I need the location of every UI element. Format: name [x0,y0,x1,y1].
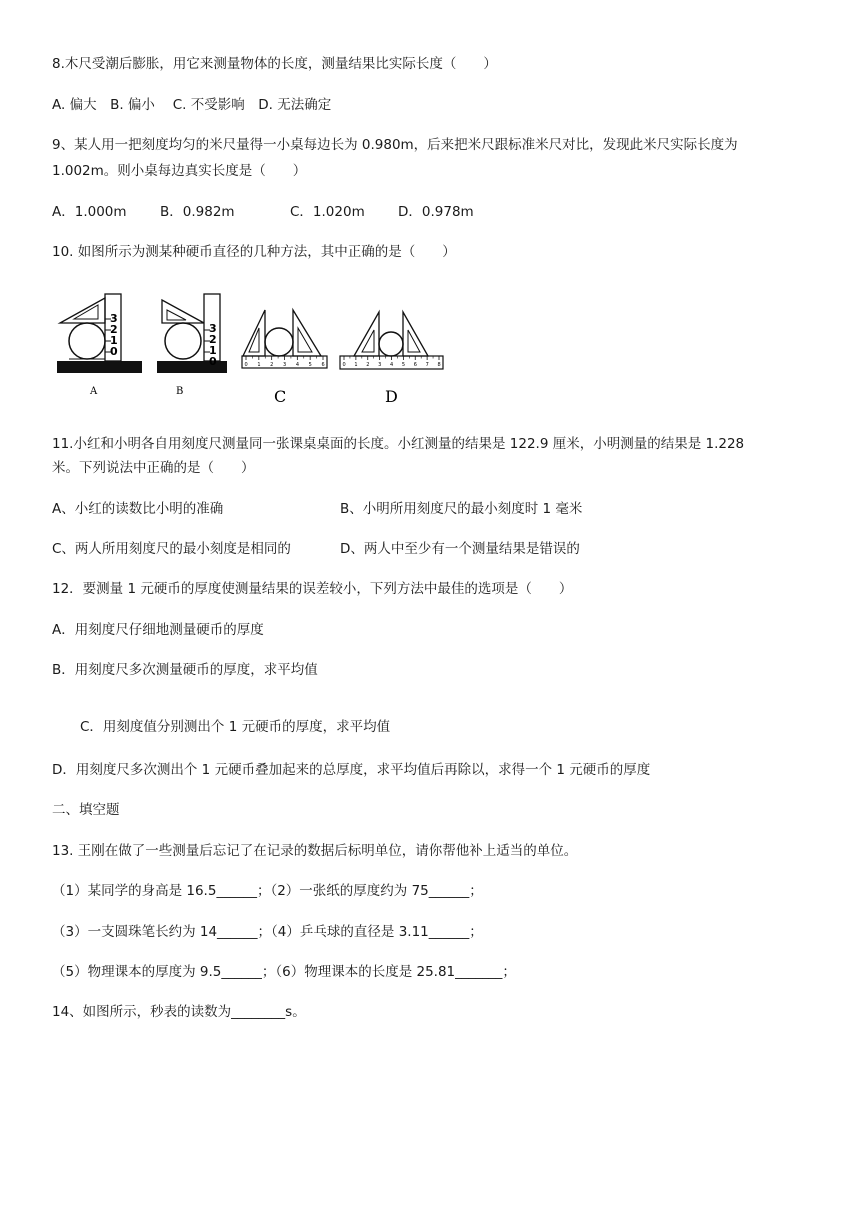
q12-option-a: A．用刻度尺仔细地测量硬币的厚度 [52,622,264,638]
q12-option-d: D．用刻度尺多次测出个 1 元硬币叠加起来的总厚度，求平均值后再除以，求得一个 1 元硬币的厚度 [52,762,651,778]
scale-d-label: 3 [378,362,382,368]
scale-c-label: 3 [283,362,287,368]
q13-row3: （5）物理课本的厚度为 9.5______；（6）物理课本的长度是 25.81_______； [52,964,516,980]
q13-row2: （3）一支圆珠笔长约为 14______；（4）乒乓球的直径是 3.11______； [52,924,483,940]
q12-option-c: C．用刻度值分别测出个 1 元硬币的厚度，求平均值 [80,719,391,735]
section-title-fill-in: 二、填空题 [52,802,120,818]
scale-d-label: 7 [425,362,429,368]
ruler-mark-b-2: 2 [209,333,217,346]
figure-label-d: D [385,387,398,406]
scale-d-label: 6 [413,362,417,368]
q9-option-c: C．1.020m [290,204,365,220]
scale-c-label: 0 [244,362,248,368]
q11-stem-line2: 米。下列说法中正确的是（ ） [52,460,255,476]
ruler-mark-b-1: 1 [209,344,217,357]
scale-d-label: 2 [366,362,370,368]
scale-d-label: 5 [401,362,406,368]
figure-label-b: B [176,386,184,397]
ruler-mark-a-1: 1 [110,334,118,347]
figure-c [242,310,327,406]
q11-option-c: C、两人所用刻度尺的最小刻度是相同的 [52,541,291,557]
ruler-mark-a-0: 0 [110,345,118,358]
scale-d-label: 8 [437,362,441,368]
figure-label-c: C [274,387,287,406]
scale-c-label: 6 [321,362,325,368]
scale-c-label: 4 [295,362,300,368]
q9-stem-line2: 1.002m。则小桌每边真实长度是（ ） [52,163,307,179]
q13-stem: 13. 王刚在做了一些测量后忘记了在记录的数据后标明单位，请你帮他补上适当的单位。 [52,843,578,859]
q11-option-a: A、小红的读数比小明的准确 [52,501,224,517]
q11-option-b: B、小明所用刻度尺的最小刻度时 1 毫米 [340,501,583,517]
scale-d-label: 4 [390,362,394,368]
figure-label-a: A [90,386,98,397]
scale-c-label: 2 [270,362,274,368]
q13-row1: （1）某同学的身高是 16.5______；（2）一张纸的厚度约为 75______； [52,883,483,899]
ruler-mark-b-3: 3 [209,322,217,335]
q9-option-a: A．1.000m [52,204,127,220]
q12-option-b: B．用刻度尺多次测量硬币的厚度，求平均值 [52,662,318,678]
q9-option-b: B．0.982m [160,204,235,220]
ruler-mark-a-2: 2 [110,323,118,336]
ruler-mark-a-3: 3 [110,312,118,325]
figure-a [57,294,142,397]
q9-stem-line1: 9、某人用一把刻度均匀的米尺量得一小桌每边长为 0.980m，后来把米尺跟标准米尺对比，发现此米尺实际长度为 [52,137,738,153]
q11-stem-line1: 11.小红和小明各自用刻度尺测量同一张课桌桌面的长度。小红测量的结果是 122.9 厘米，小明测量的结果是 1.228 [52,436,745,452]
q8-options: A. 偏大 B. 偏小 C. 不受影响 D. 无法确定 [52,97,332,113]
figure-b [157,294,227,397]
figure-d [340,312,443,406]
scale-d-label: 1 [354,362,358,368]
scale-c-label: 5 [308,362,312,368]
q9-option-d: D．0.978m [398,204,474,220]
q8-stem: 8.木尺受潮后膨胀，用它来测量物体的长度，测量结果比实际长度（ ） [52,56,497,72]
q14-stem: 14、如图所示，秒表的读数为________s。 [52,1004,306,1020]
coin-measurement-figure [52,290,452,410]
q10-stem: 10. 如图所示为测某种硬币直径的几种方法，其中正确的是（ ） [52,244,456,260]
ruler-mark-b-0: 0 [209,355,217,368]
q11-option-d: D、两人中至少有一个测量结果是错误的 [340,541,580,557]
q12-stem: 12．要测量 1 元硬币的厚度使测量结果的误差较小，下列方法中最佳的选项是（ ） [52,581,573,597]
scale-d-label: 0 [342,362,346,368]
scale-c-label: 1 [257,362,261,368]
